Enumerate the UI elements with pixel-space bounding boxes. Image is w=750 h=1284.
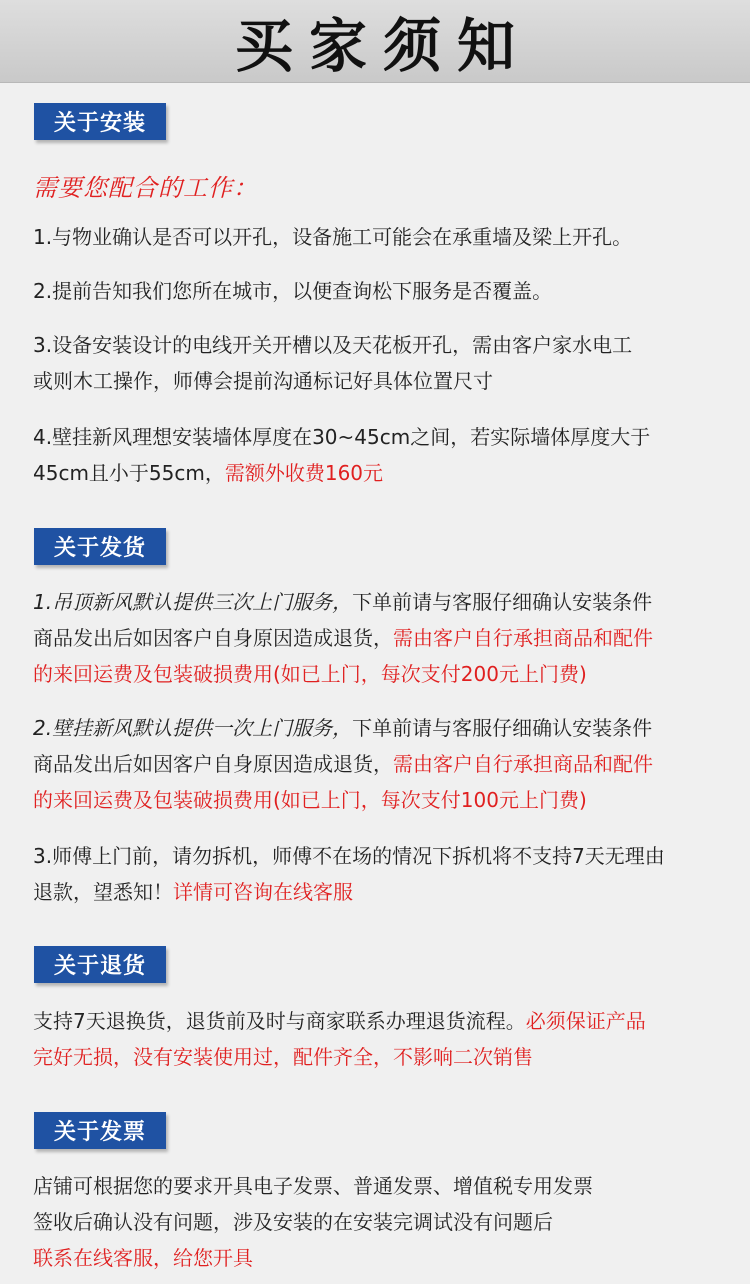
section-badge-invoice: 关于发票: [34, 1112, 166, 1149]
install-item-1-text: 1.与物业确认是否可以开孔，设备施工可能会在承重墙及梁上开孔。: [33, 225, 633, 249]
invoice-line-2: 签收后确认没有问题，涉及安装的在安装完调试没有问题后: [33, 1210, 553, 1234]
shipping-item-2-line-2-text: 商品发出后如因客户自身原因造成退货，: [33, 752, 393, 776]
install-item-4: [33, 419, 723, 491]
shipping-item-1-line-1-text: 下单前请与客服仔细确认安装条件: [352, 590, 653, 614]
returns-line-1-text: 支持7天退换货，退货前及时与商家联系办理退货流程。: [33, 1009, 526, 1033]
shipping-item-1-line-1: [33, 584, 723, 620]
returns-line-2: 完好无损，没有安装使用过，配件齐全，不影响二次销售: [33, 1045, 533, 1069]
section-badge-shipping: 关于发货: [34, 528, 166, 565]
shipping-item-2: [33, 710, 723, 818]
install-item-2: [33, 273, 723, 309]
shipping-item-2-line-2-warning: 需由客户自行承担商品和配件: [393, 752, 653, 776]
install-item-3-line-2: 或则木工操作，师傅会提前沟通标记好具体位置尺寸: [33, 369, 493, 393]
invoice-line-1: 店铺可根据您的要求开具电子发票、普通发票、增值税专用发票: [33, 1174, 593, 1198]
shipping-item-1-line-2-warning: 需由客户自行承担商品和配件: [393, 626, 653, 650]
shipping-item-2-line-2: [33, 746, 723, 782]
install-item-1: [33, 219, 723, 255]
returns-line-1: [33, 1003, 723, 1039]
shipping-item-3-line-2-text: 退款，望悉知！: [33, 880, 173, 904]
shipping-item-2-line-1: [33, 710, 723, 746]
shipping-item-2-lead: 2.壁挂新风默认提供一次上门服务，: [33, 716, 353, 740]
install-item-4-line-1: 4.壁挂新风理想安装墙体厚度在30~45cm之间，若实际墙体厚度大于: [33, 425, 651, 449]
shipping-item-1-line-2: [33, 620, 723, 656]
shipping-item-2-line-3: 的来回运费及包装破损费用(如已上门，每次支付100元上门费): [33, 788, 587, 812]
shipping-item-1-line-3: 的来回运费及包装破损费用(如已上门，每次支付200元上门费): [33, 662, 587, 686]
install-item-3: [33, 327, 723, 399]
shipping-item-1: [33, 584, 723, 692]
shipping-item-3-contact-note: 详情可咨询在线客服: [173, 880, 353, 904]
shipping-item-3-line-1: 3.师傅上门前，请勿拆机，师傅不在场的情况下拆机将不支持7天无理由: [33, 844, 665, 868]
install-subheading: 需要您配合的工作：: [33, 174, 258, 202]
shipping-item-3: [33, 838, 723, 910]
returns-text: [33, 1003, 723, 1075]
page-title: 买家须知: [234, 12, 531, 80]
install-item-4-line-2: [33, 455, 723, 491]
install-item-3-line-1: 3.设备安装设计的电线开关开槽以及天花板开孔，需由客户家水电工: [33, 333, 633, 357]
install-item-4-line-2-text: 45cm且小于55cm，: [33, 461, 225, 485]
invoice-text: [33, 1168, 723, 1276]
install-item-4-fee-note: 需额外收费160元: [224, 461, 384, 485]
invoice-line-3: 联系在线客服，给您开具: [33, 1246, 253, 1270]
shipping-item-1-lead: 1.吊顶新风默认提供三次上门服务，: [33, 590, 353, 614]
section-badge-install: 关于安装: [34, 103, 166, 140]
shipping-item-1-line-2-text: 商品发出后如因客户自身原因造成退货，: [33, 626, 393, 650]
install-item-2-text: 2.提前告知我们您所在城市，以便查询松下服务是否覆盖。: [33, 279, 553, 303]
page-header: [0, 0, 750, 83]
shipping-item-3-line-2: [33, 874, 723, 910]
returns-line-1-warning: 必须保证产品: [525, 1009, 646, 1033]
shipping-item-2-line-1-text: 下单前请与客服仔细确认安装条件: [352, 716, 653, 740]
section-badge-returns: 关于退货: [34, 946, 166, 983]
